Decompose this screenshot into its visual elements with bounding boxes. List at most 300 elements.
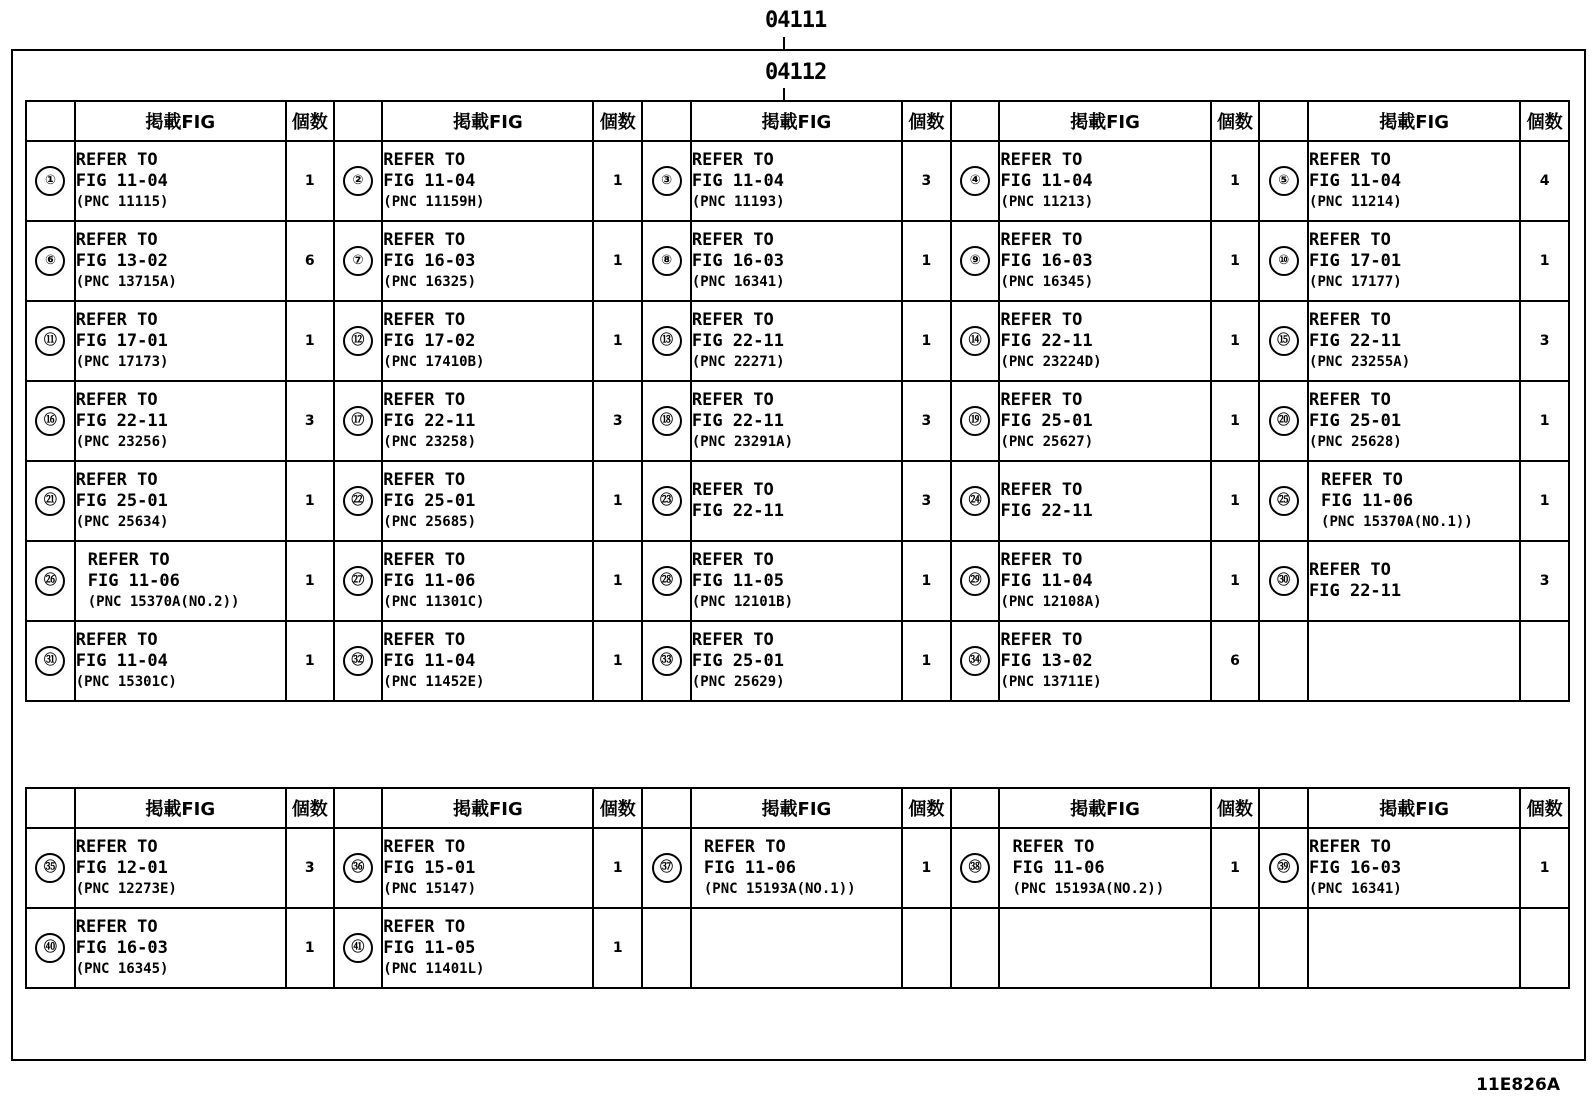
fig-number-text: FIG 11-06 xyxy=(703,857,796,878)
header-fig: 掲載FIG xyxy=(1308,101,1520,141)
fig-reference-cell xyxy=(691,621,902,701)
header-num xyxy=(26,101,75,141)
fig-reference-cell xyxy=(382,908,593,988)
refer-to-text: REFER TO xyxy=(75,469,158,490)
item-number-cell xyxy=(642,301,691,381)
pnc-text: (PNC 12108A) xyxy=(1000,593,1102,610)
refer-to-text: REFER TO xyxy=(383,836,466,857)
refer-to-text: REFER TO xyxy=(1309,560,1391,580)
quantity-cell xyxy=(1211,908,1260,988)
item-number-badge: ㉔ xyxy=(960,486,990,516)
refer-to-text: REFER TO xyxy=(1309,229,1391,250)
fig-number-text: FIG 22-11 xyxy=(1000,501,1093,521)
quantity-cell: 1 xyxy=(1520,828,1569,908)
item-number-cell xyxy=(642,541,691,621)
fig-reference-cell xyxy=(75,541,286,621)
header-fig: 掲載FIG xyxy=(75,788,286,828)
quantity-cell: 1 xyxy=(902,541,951,621)
quantity-cell: 1 xyxy=(593,621,642,701)
item-number-cell xyxy=(26,381,75,461)
fig-number-text: FIG 11-05 xyxy=(691,570,784,591)
fig-reference-cell xyxy=(999,908,1210,988)
item-number-cell xyxy=(642,221,691,301)
refer-to-text: REFER TO xyxy=(691,229,774,250)
quantity-cell: 1 xyxy=(1211,541,1260,621)
quantity-cell: 6 xyxy=(286,221,334,301)
item-number-badge: ㉛ xyxy=(35,646,65,676)
item-number-cell xyxy=(642,828,691,908)
quantity-cell: 3 xyxy=(286,381,334,461)
pnc-text: (PNC 12101B) xyxy=(691,593,794,610)
item-number-badge: ③ xyxy=(652,166,682,196)
item-number-badge: ⑩ xyxy=(1269,246,1299,276)
fig-number-text: FIG 11-06 xyxy=(383,570,476,591)
item-number-badge: ㉜ xyxy=(343,646,373,676)
pnc-text: (PNC 15301C) xyxy=(75,673,177,690)
header-num xyxy=(951,101,1000,141)
refer-to-text: REFER TO xyxy=(75,836,158,857)
fig-number-text: FIG 11-06 xyxy=(87,570,180,591)
refer-to-text: REFER TO xyxy=(1000,549,1083,570)
quantity-cell: 3 xyxy=(902,381,951,461)
pnc-text: (PNC 15193A(NO.1)) xyxy=(703,880,856,897)
item-number-cell xyxy=(1259,828,1308,908)
item-number-cell xyxy=(642,621,691,701)
fig-reference-cell xyxy=(999,381,1210,461)
refer-to-text: REFER TO xyxy=(75,149,158,170)
quantity-cell: 1 xyxy=(1211,381,1260,461)
refer-to-text: REFER TO xyxy=(87,549,170,570)
item-number-badge: ⑤ xyxy=(1269,166,1299,196)
header-qty: 個数 xyxy=(1211,101,1260,141)
fig-reference-cell xyxy=(382,828,593,908)
refer-to-text: REFER TO xyxy=(383,549,466,570)
header-qty: 個数 xyxy=(286,788,334,828)
item-number-badge: ㉑ xyxy=(35,486,65,516)
fig-reference-cell xyxy=(999,621,1210,701)
item-number-badge: ㉗ xyxy=(343,566,373,596)
parts-table-top xyxy=(25,100,1570,702)
refer-to-text: REFER TO xyxy=(75,309,158,330)
quantity-cell: 1 xyxy=(593,828,642,908)
item-number-cell xyxy=(951,221,1000,301)
item-number-cell xyxy=(26,141,75,221)
header-num xyxy=(26,788,75,828)
fig-number-text: FIG 16-03 xyxy=(1309,857,1402,878)
refer-to-text: REFER TO xyxy=(1309,309,1391,330)
fig-number-text: FIG 22-11 xyxy=(1309,581,1402,601)
quantity-cell: 1 xyxy=(286,908,334,988)
pnc-text: (PNC 25628) xyxy=(1309,433,1402,450)
quantity-cell: 1 xyxy=(1520,221,1569,301)
header-fig: 掲載FIG xyxy=(999,101,1210,141)
fig-reference-cell xyxy=(999,301,1210,381)
item-number-badge: ㉚ xyxy=(1269,566,1299,596)
quantity-cell: 1 xyxy=(1211,461,1260,541)
item-number-badge: ⑪ xyxy=(35,326,65,356)
item-number-badge: ㉝ xyxy=(652,646,682,676)
fig-reference-cell xyxy=(382,621,593,701)
header-row xyxy=(26,101,1569,141)
header-num xyxy=(642,101,691,141)
item-number-cell xyxy=(951,301,1000,381)
item-number-badge: ⑲ xyxy=(960,406,990,436)
pnc-text: (PNC 17177) xyxy=(1309,273,1402,290)
fig-reference-cell xyxy=(691,908,902,988)
pnc-text: (PNC 23256) xyxy=(75,433,169,450)
item-number-badge: ⑳ xyxy=(1269,406,1299,436)
header-num xyxy=(334,788,383,828)
refer-to-text: REFER TO xyxy=(691,480,774,500)
refer-to-text: REFER TO xyxy=(1309,389,1391,410)
header-num xyxy=(334,101,383,141)
refer-to-text: REFER TO xyxy=(75,389,158,410)
fig-reference-cell xyxy=(75,908,286,988)
quantity-cell: 1 xyxy=(902,301,951,381)
header-qty: 個数 xyxy=(286,101,334,141)
refer-to-text: REFER TO xyxy=(1000,149,1083,170)
fig-number-text: FIG 13-02 xyxy=(75,250,168,271)
item-number-cell xyxy=(334,461,383,541)
quantity-cell: 1 xyxy=(1520,381,1569,461)
item-number-cell xyxy=(951,381,1000,461)
fig-reference-cell xyxy=(75,381,286,461)
refer-to-text: REFER TO xyxy=(383,309,466,330)
pnc-text: (PNC 16325) xyxy=(383,273,476,290)
quantity-cell xyxy=(902,908,951,988)
refer-to-text: REFER TO xyxy=(691,629,774,650)
fig-number-text: FIG 22-11 xyxy=(691,410,784,431)
item-number-badge: ㊱ xyxy=(343,853,373,883)
item-number-cell xyxy=(1259,908,1308,988)
header-num xyxy=(951,788,1000,828)
item-number-cell xyxy=(26,541,75,621)
fig-number-text: FIG 11-04 xyxy=(1309,170,1402,191)
pnc-text: (PNC 11213) xyxy=(1000,193,1094,210)
fig-reference-cell xyxy=(1308,541,1520,621)
item-number-cell xyxy=(334,141,383,221)
pnc-text: (PNC 17410B) xyxy=(383,353,485,370)
pnc-text: (PNC 16345) xyxy=(1000,273,1094,290)
item-number-badge: ㊳ xyxy=(960,853,990,883)
pnc-text: (PNC 11214) xyxy=(1309,193,1402,210)
fig-reference-cell xyxy=(382,301,593,381)
fig-number-text: FIG 22-11 xyxy=(383,410,476,431)
pnc-text: (PNC 11193) xyxy=(691,193,785,210)
fig-reference-cell xyxy=(1308,141,1520,221)
quantity-cell: 1 xyxy=(902,828,951,908)
fig-number-text: FIG 11-04 xyxy=(383,170,476,191)
pnc-text: (PNC 23291A) xyxy=(691,433,794,450)
fig-reference-cell xyxy=(691,461,902,541)
item-number-badge: ⑯ xyxy=(35,406,65,436)
refer-to-text: REFER TO xyxy=(75,629,158,650)
header-fig: 掲載FIG xyxy=(691,788,902,828)
fig-number-text: FIG 11-04 xyxy=(1000,170,1093,191)
item-number-badge: ⑮ xyxy=(1269,326,1299,356)
assembly-label-outer: 04111 xyxy=(765,8,827,33)
item-number-cell xyxy=(26,908,75,988)
pnc-text: (PNC 12273E) xyxy=(75,880,177,897)
pnc-text: (PNC 11159H) xyxy=(383,193,485,210)
quantity-cell xyxy=(1520,908,1569,988)
pnc-text: (PNC 25629) xyxy=(691,673,785,690)
quantity-cell: 1 xyxy=(593,221,642,301)
pnc-text: (PNC 15147) xyxy=(383,880,476,897)
item-number-cell xyxy=(26,301,75,381)
fig-reference-cell xyxy=(75,221,286,301)
refer-to-text: REFER TO xyxy=(1000,629,1083,650)
item-number-badge: ㉓ xyxy=(652,486,682,516)
quantity-cell: 1 xyxy=(1211,301,1260,381)
table-row xyxy=(26,301,1569,381)
item-number-badge: ⑭ xyxy=(960,326,990,356)
quantity-cell: 3 xyxy=(1520,541,1569,621)
table-row xyxy=(26,621,1569,701)
fig-reference-cell xyxy=(1308,621,1520,701)
fig-number-text: FIG 22-11 xyxy=(1000,330,1093,351)
fig-number-text: FIG 11-06 xyxy=(1321,490,1414,511)
item-number-cell xyxy=(334,908,383,988)
fig-number-text: FIG 11-04 xyxy=(691,170,784,191)
fig-number-text: FIG 25-01 xyxy=(1000,410,1093,431)
header-fig: 掲載FIG xyxy=(1308,788,1520,828)
refer-to-text: REFER TO xyxy=(1000,309,1083,330)
fig-reference-cell xyxy=(999,828,1210,908)
item-number-badge: ㉘ xyxy=(652,566,682,596)
header-num xyxy=(642,788,691,828)
refer-to-text: REFER TO xyxy=(383,389,466,410)
quantity-cell: 3 xyxy=(902,141,951,221)
quantity-cell: 1 xyxy=(1211,828,1260,908)
item-number-badge: ⑦ xyxy=(343,246,373,276)
figure-code: 11E826A xyxy=(1476,1075,1560,1095)
fig-reference-cell xyxy=(382,381,593,461)
item-number-cell xyxy=(642,381,691,461)
item-number-badge: ㉙ xyxy=(960,566,990,596)
quantity-cell: 1 xyxy=(1211,221,1260,301)
fig-reference-cell xyxy=(382,141,593,221)
header-fig: 掲載FIG xyxy=(999,788,1210,828)
pnc-text: (PNC 15193A(NO.2)) xyxy=(1012,880,1165,897)
item-number-cell xyxy=(951,461,1000,541)
header-qty: 個数 xyxy=(902,788,951,828)
header-qty: 個数 xyxy=(902,101,951,141)
item-number-badge: ① xyxy=(35,166,65,196)
item-number-badge: ⑫ xyxy=(343,326,373,356)
quantity-cell: 1 xyxy=(286,621,334,701)
item-number-badge: ② xyxy=(343,166,373,196)
quantity-cell: 1 xyxy=(902,221,951,301)
header-fig: 掲載FIG xyxy=(382,101,593,141)
quantity-cell: 1 xyxy=(286,541,334,621)
fig-number-text: FIG 11-06 xyxy=(1012,857,1105,878)
item-number-badge: ㉒ xyxy=(343,486,373,516)
refer-to-text: REFER TO xyxy=(1309,149,1391,170)
pnc-text: (PNC 16345) xyxy=(75,960,169,977)
pnc-text: (PNC 15370A(NO.2)) xyxy=(87,593,240,610)
pnc-text: (PNC 13715A) xyxy=(75,273,177,290)
item-number-badge: ④ xyxy=(960,166,990,196)
fig-number-text: FIG 25-01 xyxy=(383,490,476,511)
refer-to-text: REFER TO xyxy=(75,229,158,250)
fig-reference-cell xyxy=(1308,828,1520,908)
quantity-cell: 4 xyxy=(1520,141,1569,221)
fig-reference-cell xyxy=(999,461,1210,541)
parts-table-bottom xyxy=(25,787,1570,989)
fig-number-text: FIG 25-01 xyxy=(1309,410,1402,431)
item-number-badge: ⑬ xyxy=(652,326,682,356)
refer-to-text: REFER TO xyxy=(75,916,158,937)
header-fig: 掲載FIG xyxy=(691,101,902,141)
item-number-badge: ⑰ xyxy=(343,406,373,436)
quantity-cell: 1 xyxy=(593,141,642,221)
pnc-text: (PNC 25685) xyxy=(383,513,476,530)
fig-reference-cell xyxy=(1308,221,1520,301)
fig-reference-cell xyxy=(1308,461,1520,541)
item-number-cell xyxy=(334,381,383,461)
pnc-text: (PNC 23258) xyxy=(383,433,476,450)
fig-number-text: FIG 11-04 xyxy=(75,650,168,671)
item-number-cell xyxy=(334,301,383,381)
table-row xyxy=(26,461,1569,541)
fig-reference-cell xyxy=(691,141,902,221)
refer-to-text: REFER TO xyxy=(383,916,466,937)
item-number-cell xyxy=(1259,221,1308,301)
quantity-cell: 1 xyxy=(593,461,642,541)
fig-reference-cell xyxy=(75,141,286,221)
item-number-badge: ㉞ xyxy=(960,646,990,676)
pnc-text: (PNC 22271) xyxy=(691,353,785,370)
quantity-cell: 1 xyxy=(593,908,642,988)
quantity-cell xyxy=(1520,621,1569,701)
item-number-cell xyxy=(951,828,1000,908)
table-row xyxy=(26,141,1569,221)
refer-to-text: REFER TO xyxy=(691,549,774,570)
fig-reference-cell xyxy=(691,381,902,461)
item-number-cell xyxy=(951,908,1000,988)
fig-number-text: FIG 16-03 xyxy=(1000,250,1093,271)
item-number-cell xyxy=(1259,621,1308,701)
table-row xyxy=(26,381,1569,461)
fig-reference-cell xyxy=(382,221,593,301)
fig-reference-cell xyxy=(999,541,1210,621)
fig-number-text: FIG 15-01 xyxy=(383,857,476,878)
fig-number-text: FIG 16-03 xyxy=(691,250,784,271)
item-number-badge: ⑥ xyxy=(35,246,65,276)
pnc-text: (PNC 16341) xyxy=(1309,880,1402,897)
item-number-cell xyxy=(26,828,75,908)
refer-to-text: REFER TO xyxy=(383,469,466,490)
pnc-text: (PNC 15370A(NO.1)) xyxy=(1321,513,1473,530)
item-number-cell xyxy=(951,141,1000,221)
pnc-text: (PNC 13711E) xyxy=(1000,673,1102,690)
pnc-text: (PNC 17173) xyxy=(75,353,169,370)
fig-number-text: FIG 22-11 xyxy=(75,410,168,431)
refer-to-text: REFER TO xyxy=(383,629,466,650)
fig-number-text: FIG 17-01 xyxy=(1309,250,1402,271)
pnc-text: (PNC 11301C) xyxy=(383,593,485,610)
item-number-badge: ㊵ xyxy=(35,933,65,963)
header-num xyxy=(1259,788,1308,828)
quantity-cell: 3 xyxy=(902,461,951,541)
fig-reference-cell xyxy=(75,828,286,908)
item-number-cell xyxy=(1259,141,1308,221)
fig-number-text: FIG 12-01 xyxy=(75,857,168,878)
header-qty: 個数 xyxy=(1520,788,1569,828)
fig-reference-cell xyxy=(382,461,593,541)
item-number-badge: ⑨ xyxy=(960,246,990,276)
item-number-cell xyxy=(334,221,383,301)
item-number-badge: ㊶ xyxy=(343,933,373,963)
refer-to-text: REFER TO xyxy=(1000,229,1083,250)
quantity-cell: 1 xyxy=(1520,461,1569,541)
item-number-cell xyxy=(26,461,75,541)
item-number-cell xyxy=(642,908,691,988)
pnc-text: (PNC 16341) xyxy=(691,273,785,290)
item-number-cell xyxy=(951,541,1000,621)
fig-number-text: FIG 17-02 xyxy=(383,330,476,351)
pnc-text: (PNC 11401L) xyxy=(383,960,485,977)
fig-number-text: FIG 17-01 xyxy=(75,330,168,351)
fig-number-text: FIG 22-11 xyxy=(691,330,784,351)
quantity-cell: 1 xyxy=(593,301,642,381)
pnc-text: (PNC 23224D) xyxy=(1000,353,1102,370)
fig-number-text: FIG 25-01 xyxy=(691,650,784,671)
item-number-badge: ㉕ xyxy=(1269,486,1299,516)
refer-to-text: REFER TO xyxy=(691,149,774,170)
header-qty: 個数 xyxy=(1520,101,1569,141)
refer-to-text: REFER TO xyxy=(691,309,774,330)
refer-to-text: REFER TO xyxy=(1000,480,1083,500)
refer-to-text: REFER TO xyxy=(383,149,466,170)
fig-number-text: FIG 25-01 xyxy=(75,490,168,511)
refer-to-text: REFER TO xyxy=(383,229,466,250)
fig-reference-cell xyxy=(691,221,902,301)
fig-reference-cell xyxy=(691,301,902,381)
quantity-cell: 3 xyxy=(593,381,642,461)
item-number-badge: ㉖ xyxy=(35,566,65,596)
fig-number-text: FIG 13-02 xyxy=(1000,650,1093,671)
item-number-badge: ㊴ xyxy=(1269,853,1299,883)
item-number-badge: ⑧ xyxy=(652,246,682,276)
fig-reference-cell xyxy=(1308,381,1520,461)
fig-number-text: FIG 11-04 xyxy=(75,170,168,191)
table-row xyxy=(26,541,1569,621)
header-qty: 個数 xyxy=(593,101,642,141)
refer-to-text: REFER TO xyxy=(1321,469,1403,490)
item-number-cell xyxy=(26,221,75,301)
fig-reference-cell xyxy=(75,301,286,381)
fig-reference-cell xyxy=(999,221,1210,301)
item-number-cell xyxy=(1259,461,1308,541)
refer-to-text: REFER TO xyxy=(691,389,774,410)
item-number-cell xyxy=(642,141,691,221)
header-fig: 掲載FIG xyxy=(75,101,286,141)
table-row xyxy=(26,908,1569,988)
header-row xyxy=(26,788,1569,828)
fig-reference-cell xyxy=(999,141,1210,221)
quantity-cell: 1 xyxy=(286,461,334,541)
fig-reference-cell xyxy=(75,621,286,701)
item-number-cell xyxy=(26,621,75,701)
fig-number-text: FIG 22-11 xyxy=(1309,330,1402,351)
fig-number-text: FIG 16-03 xyxy=(75,937,168,958)
header-qty: 個数 xyxy=(1211,788,1260,828)
item-number-cell xyxy=(1259,381,1308,461)
fig-number-text: FIG 16-03 xyxy=(383,250,476,271)
fig-number-text: FIG 11-05 xyxy=(383,937,476,958)
